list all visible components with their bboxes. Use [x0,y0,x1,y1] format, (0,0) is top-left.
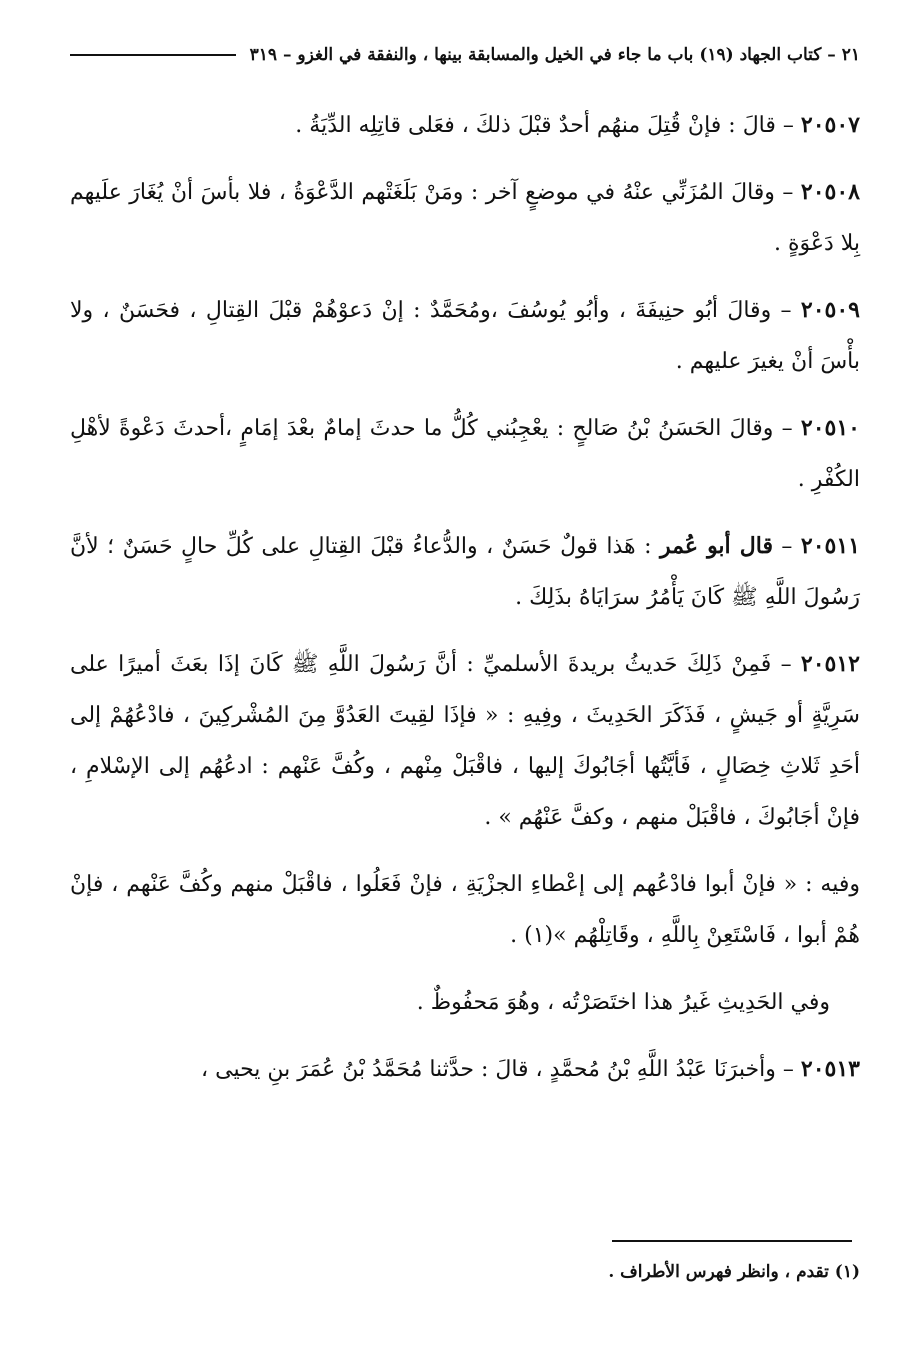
paragraph-continuation-2 [70,977,860,1028]
paragraph-lead: قال أبو عُمر [659,533,773,559]
running-header [70,40,860,70]
paragraph-text: وفيه : « فإنْ أبوا فادْعُهم إلى إعْطاءِ الجزْيَةِ ، فإنْ فَعَلُوا ، فاقْبَلْ منهم وكُفَّ عَنْهم ، فإنْ هُمْ أبوا ، فَاسْتَعِنْ بِاللَّهِ ، وقَاتِلْهُم »(١) . [70,872,860,948]
footnote [70,1262,860,1282]
header-rule [70,54,236,56]
footnote-rule [612,1240,852,1242]
paragraph-text: وأخبرَنَا عَبْدُ اللَّهِ بْنُ مُحمَّدٍ ، قالَ : حدَّثنا مُحَمَّدُ بْنُ عُمَرَ بنِ يحيى ، [201,1057,776,1082]
paragraph-20512: ٢٠٥١٢ – فَمِنْ ذَلِكَ حَديثُ بريدةَ الأسلميِّ : أنَّ رَسُولَ اللَّهِ ﷺ كَانَ إذَا بعَثَ أميرًا على سَرِيَّةٍ أو جَيشٍ ، فَذَكَرَ الحَدِيثَ ، وفِيهِ : « فإذَا لقِيتَ العَدُوَّ مِنَ المُشْركِينَ ، فادْعُهُمْ إلى أحَدِ ثَلاثِ خِصَالٍ ، فَأيَّتُها أجَابُوكَ إليها ، فاقْبَلْ مِنْهم ، وكُفَّ عَنْهم : ادعُهُم إلى الإسْلامِ ، فإنْ أجَابُوكَ ، فاقْبَلْ منهم ، وكفَّ عَنْهُم » . [70,651,860,830]
paragraph-text: قالَ : فإنْ قُتِلَ منهُم أحدٌ قبْلَ ذلكَ ، فعَلى قاتِلِه الدِّيَةُ . [295,113,776,138]
paragraph-number: ٢٠٥٠٩ [800,297,860,323]
paragraph-number: ٢٠٥١٢ [800,651,860,677]
paragraph-20509: ٢٠٥٠٩ – وقالَ أبُو حنِيفَةَ ، وأبُو يُوسُفَ ،ومُحَمَّدٌ : إنْ دَعوْهُمْ قبْلَ القِتالِ ، فحَسَنٌ ، ولا بأْسَ أنْ يغيرَ عليهم . [70,297,860,374]
paragraph-20507: ٢٠٥٠٧ – قالَ : فإنْ قُتِلَ منهُم أحدٌ قبْلَ ذلكَ ، فعَلى قاتِلِه الدِّيَةُ . [295,112,860,138]
paragraph-20513: ٢٠٥١٣ – وأخبرَنَا عَبْدُ اللَّهِ بْنُ مُحمَّدٍ ، قالَ : حدَّثنا مُحَمَّدُ بْنُ عُمَرَ بنِ يحيى ، [201,1056,860,1082]
paragraph-20510: ٢٠٥١٠ – وقالَ الحَسَنُ بْنُ صَالحٍ : يعْجِبُني كُلُّ ما حدثَ إمامٌ بعْدَ إمَامٍ ،أحدثَ دَعْوةً لأهْلِ الكُفْرِ . [70,415,860,492]
paragraph-text: : هَذا قولٌ حَسَنٌ ، والدُّعاءُ قبْلَ القِتالِ على كُلِّ حالٍ حَسَنٌ ؛ لأنَّ رَسُولَ اللَّهِ ﷺ كَانَ يَأْمُرُ سرَايَاهُ بذَلِكَ . [70,534,860,610]
paragraph-text: وفي الحَدِيثِ غَيرُ هذا اختَصَرْتُه ، وهُوَ مَحفُوظٌ . [416,990,830,1015]
paragraph-number: ٢٠٥٠٧ [800,112,860,138]
paragraph-number: ٢٠٥١٠ [800,415,860,441]
paragraph-text: وقالَ أبُو حنِيفَةَ ، وأبُو يُوسُفَ ،ومُحَمَّدٌ : إنْ دَعوْهُمْ قبْلَ القِتالِ ، فحَسَنٌ ، ولا بأْسَ أنْ يغيرَ عليهم . [70,298,860,374]
paragraph-text: وقالَ المُزَنِّي عنْهُ في موضعٍ آخر : ومَنْ بَلَغَتْهم الدَّعْوَةُ ، فلا بأسَ أنْ يُغَارَ علَيهم بِلا دَعْوَةٍ . [70,180,860,256]
header-text: ٢١ – كتاب الجهاد (١٩) باب ما جاء في الخيل والمسابقة بينها ، والنفقة في الغزو – ٣١٩ [249,45,860,65]
paragraph-20508: ٢٠٥٠٨ – وقالَ المُزَنِّي عنْهُ في موضعٍ آخر : ومَنْ بَلَغَتْهم الدَّعْوَةُ ، فلا بأسَ أنْ يُغَارَ علَيهم بِلا دَعْوَةٍ . [70,179,860,256]
main-text [70,100,860,1111]
paragraph-text: وقالَ الحَسَنُ بْنُ صَالحٍ : يعْجِبُني كُلُّ ما حدثَ إمامٌ بعْدَ إمَامٍ ،أحدثَ دَعْوةً لأهْلِ الكُفْرِ . [70,416,860,492]
paragraph-number: ٢٠٥٠٨ [800,179,860,205]
paragraph-text: فَمِنْ ذَلِكَ حَديثُ بريدةَ الأسلميِّ : أنَّ رَسُولَ اللَّهِ ﷺ كَانَ إذَا بعَثَ أميرًا على سَرِيَّةٍ أو جَيشٍ ، فَذَكَرَ الحَدِيثَ ، وفِيهِ : « فإذَا لقِيتَ العَدُوَّ مِنَ المُشْركِينَ ، فادْعُهُمْ إلى أحَدِ ثَلاثِ خِصَالٍ ، فَأيَّتُها أجَابُوكَ إليها ، فاقْبَلْ مِنْهم ، وكُفَّ عَنْهم : ادعُهُم إلى الإسْلامِ ، فإنْ أجَابُوكَ ، فاقْبَلْ منهم ، وكفَّ عَنْهُم » . [70,652,860,830]
paragraph-20511: ٢٠٥١١ – قال أبو عُمر : هَذا قولٌ حَسَنٌ ، والدُّعاءُ قبْلَ القِتالِ على كُلِّ حالٍ حَسَنٌ ؛ لأنَّ رَسُولَ اللَّهِ ﷺ كَانَ يَأْمُرُ سرَايَاهُ بذَلِكَ . [70,533,860,610]
paragraph-number: ٢٠٥١١ [800,533,860,559]
footnote-text: (١) تقدم ، وانظر فهرس الأطراف . [608,1262,860,1282]
paragraph-continuation-1 [70,859,860,961]
paragraph-number: ٢٠٥١٣ [800,1056,860,1082]
